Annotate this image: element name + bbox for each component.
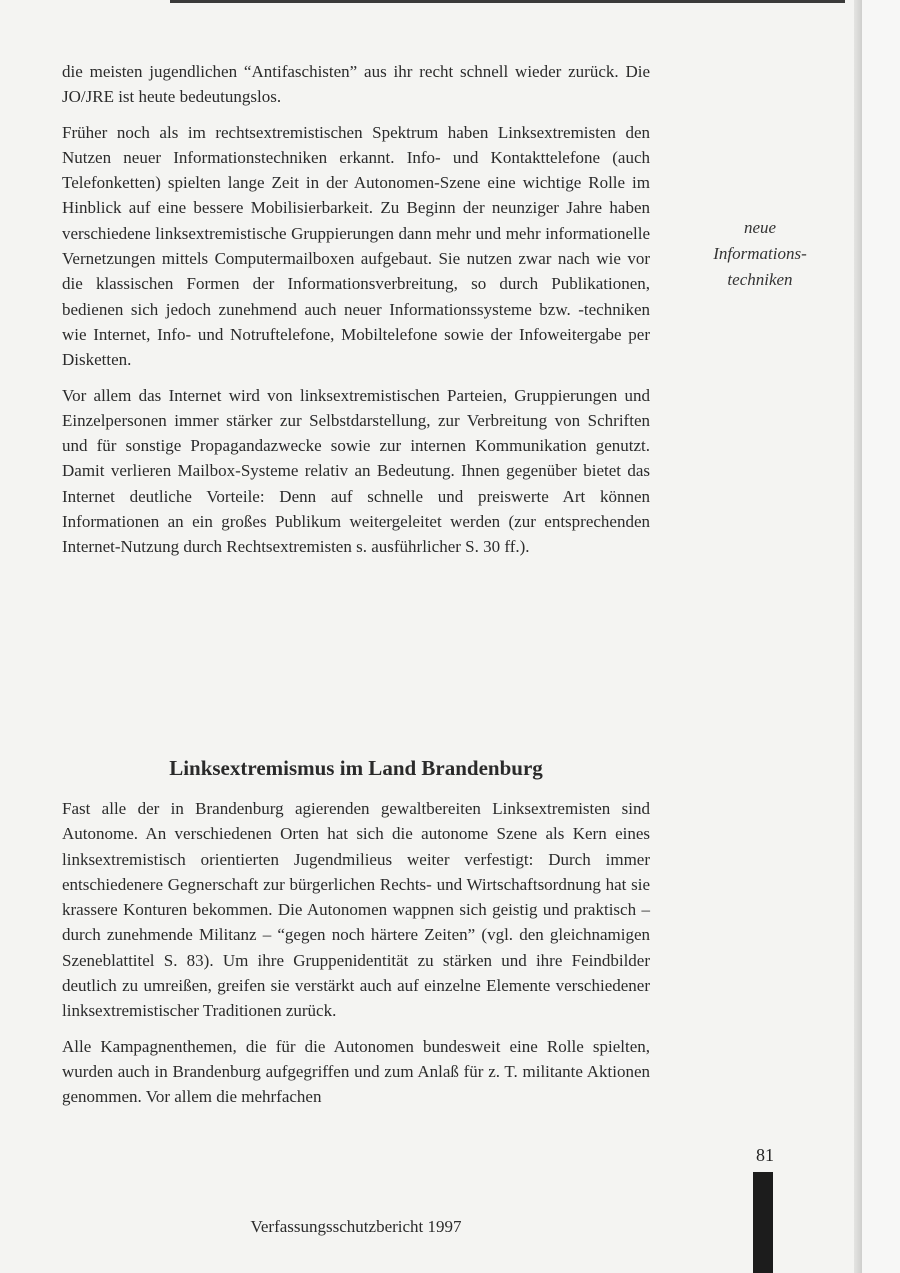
section-heading: Linksextremismus im Land Brandenburg (169, 756, 543, 780)
body-text-bottom (62, 796, 650, 1120)
paragraph: Vor allem das Internet wird von linksextremistischen Parteien, Gruppierungen und Einzelpersonen immer stärker zur Selbstdarstellung, zur Verbreitung von Schriften und für sonstige Propagandazwecke sowie zur internen Kommunikation genutzt. Damit verlieren Mailbox-Systeme relativ an Bedeutung. Ihnen gegenüber bietet das Internet deutliche Vorteile: Denn auf schnelle und preiswerte Art können Informationen an ein großes Publikum weitergeleitet werden (zur entsprechenden Internet-Nutzung durch Rechtsextremisten s. ausführlicher S. 30 ff.). (62, 385, 650, 557)
margin-note-line: Informations- (713, 244, 807, 263)
body-text-top (62, 59, 650, 570)
paragraph: Alle Kampagnenthemen, die für die Autonomen bundesweit eine Rolle spielten, wurden auch in Brandenburg aufgegriffen und zum Anlaß für z. T. militante Aktionen genommen. Vor allem die mehrfachen (62, 1036, 650, 1107)
page-edge-outer (862, 0, 900, 1273)
margin-note-line: techniken (727, 270, 793, 289)
top-rule (170, 0, 845, 3)
paragraph: die meisten jugendlichen “Antifaschisten” aus ihr recht schnell wieder zurück. Die JO/JRE ist heute bedeutungslos. (62, 62, 650, 107)
margin-note-line: neue (743, 218, 777, 237)
page-edge-shadow (854, 0, 862, 1273)
thumb-index-tab (753, 1172, 773, 1273)
paragraph: Früher noch als im rechtsextremistischen Spektrum haben Linksextremisten den Nutzen neuer Informationstechniken erkannt. Info- und Kontakttelefone (auch Telefonketten) spielten lange Zeit in der Autonomen-Szene eine wichtige Rolle im Hinblick auf eine bessere Mobilisierbarkeit. Zu Beginn der neunziger Jahre haben verschiedene linksextremistische Gruppierungen dann mehr und mehr informationelle Vernetzungen mittels Computermailboxen aufgebaut. Sie nutzen zwar nach wie vor die klassischen Formen der Informationsverbreitung, so durch Publikationen, bedienen sich jedoch zunehmend auch neuer Informationssysteme bzw. -techniken wie Internet, Info- und Notruftelefone, Mobiltelefone sowie der Infoweitergabe per Disketten. (62, 122, 650, 370)
page-number: 81 (756, 1145, 774, 1165)
page-footer: Verfassungsschutzbericht 1997 (250, 1217, 462, 1236)
margin-note (680, 215, 840, 293)
paragraph: Fast alle der in Brandenburg agierenden gewaltbereiten Linksextremisten sind Autonome. An verschiedenen Orten hat sich die autonome Szene als Kern eines linksextremistisch orientierten Jugendmilieus weiter verfestigt: Durch immer entschiedenere Gegnerschaft zur bürgerlichen Rechts- und Wirtschaftsordnung hat sie krassere Konturen bekommen. Die Autonomen wappnen sich geistig und praktisch – durch zunehmende Militanz – “gegen noch härtere Zeiten” (vgl. den gleichnamigen Szeneblattitel S. 83). Um ihre Gruppenidentität zu stärken und ihre Feindbilder deutlich zu umreißen, greifen sie verstärkt auch auf einzelne Elemente verschiedener linksextremistischer Traditionen zurück. (62, 799, 650, 1021)
